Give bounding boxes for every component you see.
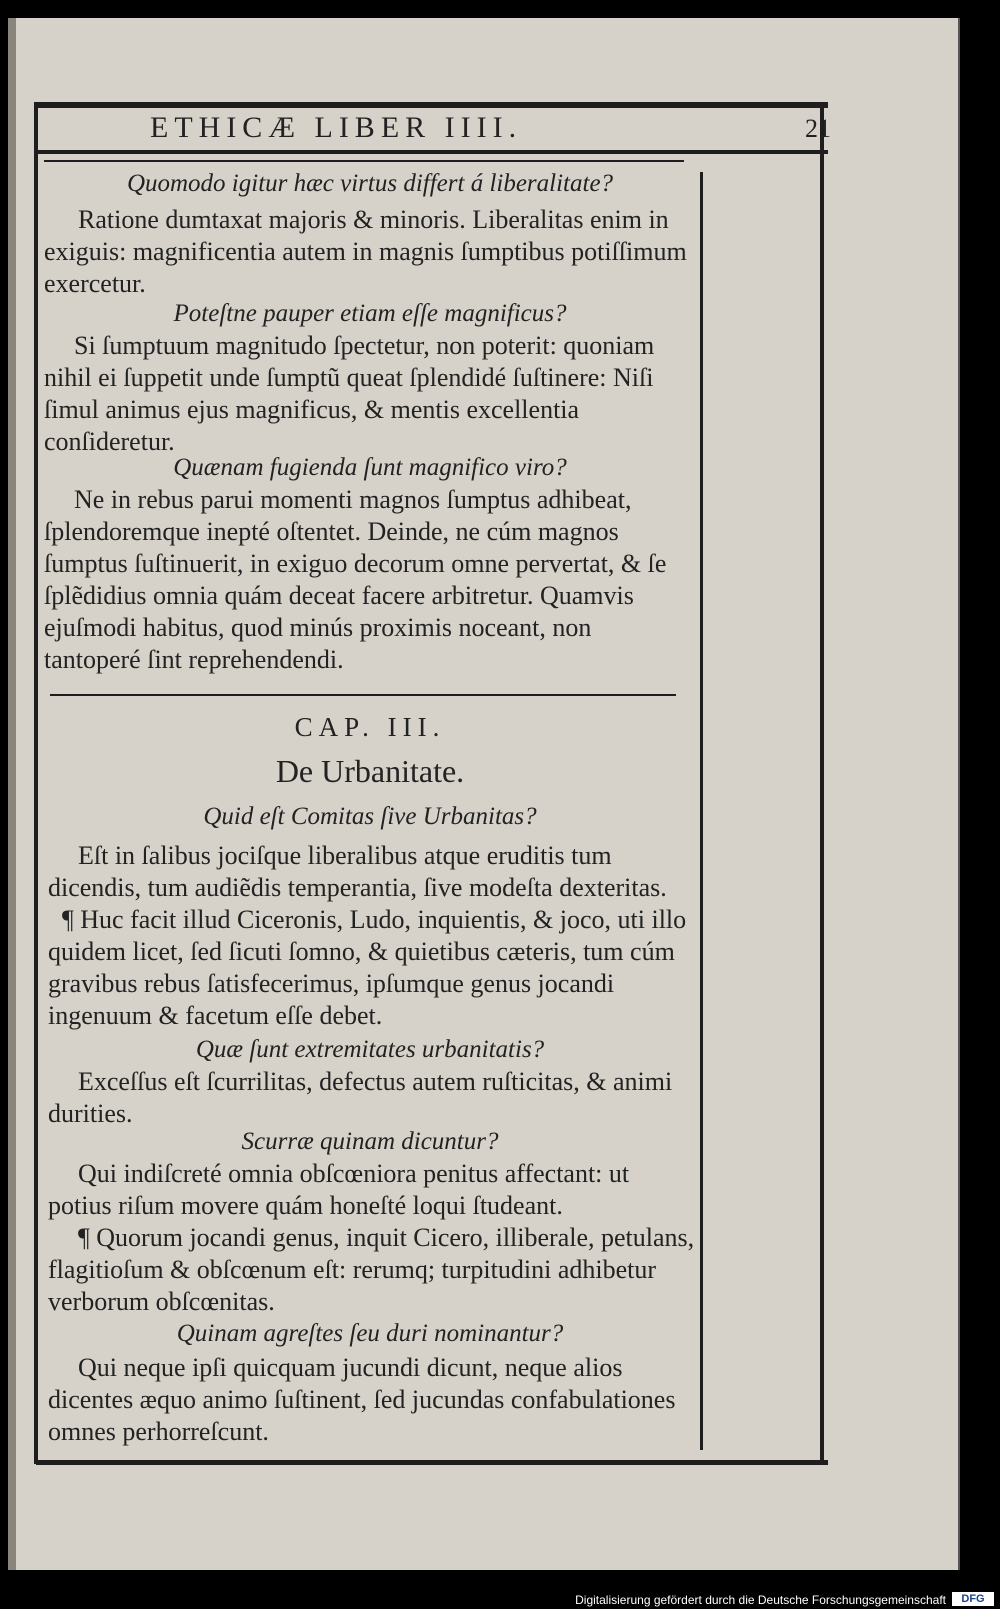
page-edge [8,18,16,1570]
digitization-credit: Digitalisierung gefördert durch die Deutsche Forschungsgemeinschaft [575,1593,946,1607]
frame-right-rule [820,102,824,1464]
commentary-note: ¶ Huc facit illud Ciceronis, Ludo, inquientis, & joco, uti illo quidem licet, ſed ſicuti ſomno, & quietibus cæteris, tum cúm gravibus rebus ſatisfecerimus, ipſumque genus jocandi ingenuum & facetum eſſe debet. [48,905,687,1030]
answer-paragraph: Qui indiſcreté omnia obſcœniora penitus affectant: ut potius riſum movere quám honeſté loqui ſtudeant. [48,1159,630,1220]
answer-paragraph: Ne in rebus parui momenti magnos ſumptus adhibeat, ſplendoremque inepté oſtentet. Deinde, ne cúm magnos ſumptus ſuſtinuerit, in exiguo decorum omne pervertat, & ſe ſplẽdidius omnia quám deceat facere arbitretur. Quamvis ejuſmodi habitus, quod minús proximis noceant, non tantoperé ſint reprehendendi. [44,485,667,674]
answer-paragraph: Qui neque ipſi quicquam jucundi dicunt, neque alios dicentes æquo animo ſuſtinent, ſed jucundas confabulationes omnes perhorreſcunt. [48,1353,676,1446]
question-heading: Poteſtne pauper etiam eſſe magnificus? [173,300,567,327]
footer-rule [36,1460,828,1465]
dfg-logo: DFG [952,1592,994,1606]
question-heading: Quid eſt Comitas ſive Urbanitas? [203,803,537,830]
header-bottom-rule [36,150,828,154]
answer-paragraph: Exceſſus eſt ſcurrilitas, defectus autem ruſticitas, & animi durities. [48,1067,673,1128]
question-heading: Quæ ſunt extremitates urbanitatis? [195,1036,545,1063]
question-heading: Quomodo igitur hæc virtus differt á liberalitate? [126,170,614,197]
header-bottom-rule-thin [44,160,684,162]
frame-left-rule [34,102,38,1464]
answer-paragraph: Si ſumptuum magnitudo ſpectetur, non poterit: quoniam nihil ei ſuppetit unde ſumptũ queat ſplendidé ſuſtinere: Niſi ſimul animus ejus magnificus, & mentis excellentia conſideretur. [44,331,655,456]
chapter-divider [50,694,676,696]
page-number: 21 [805,114,831,143]
running-title: ETHICÆ LIBER IIII. [150,111,523,144]
question-heading: Quænam fugienda ſunt magnifico viro? [173,454,567,481]
header-top-rule [36,102,828,108]
chapter-title: De Urbanitate. [275,753,465,789]
question-heading: Scurræ quinam dicuntur? [241,1128,499,1155]
commentary-note: ¶ Quorum jocandi genus, inquit Cicero, illiberale, petulans, flagitioſum & obſcœnum eſt: rerumq; turpitudini adhibetur verborum obſcœnitas. [48,1223,695,1316]
answer-paragraph: Eſt in ſalibus jociſque liberalibus atque eruditis tum dicendis, tum audiẽdis temperantia, ſive modeſta dexteritas. [48,841,667,902]
question-heading: Quinam agreſtes ſeu duri nominantur? [176,1320,564,1347]
text-column-rule [700,172,703,1450]
answer-paragraph: Ratione dumtaxat majoris & minoris. Liberalitas enim in exiguis: magnificentia autem in magnis ſumptibus potiſſimum exercetur. [44,205,687,298]
chapter-number: CAP. III. [294,712,446,742]
